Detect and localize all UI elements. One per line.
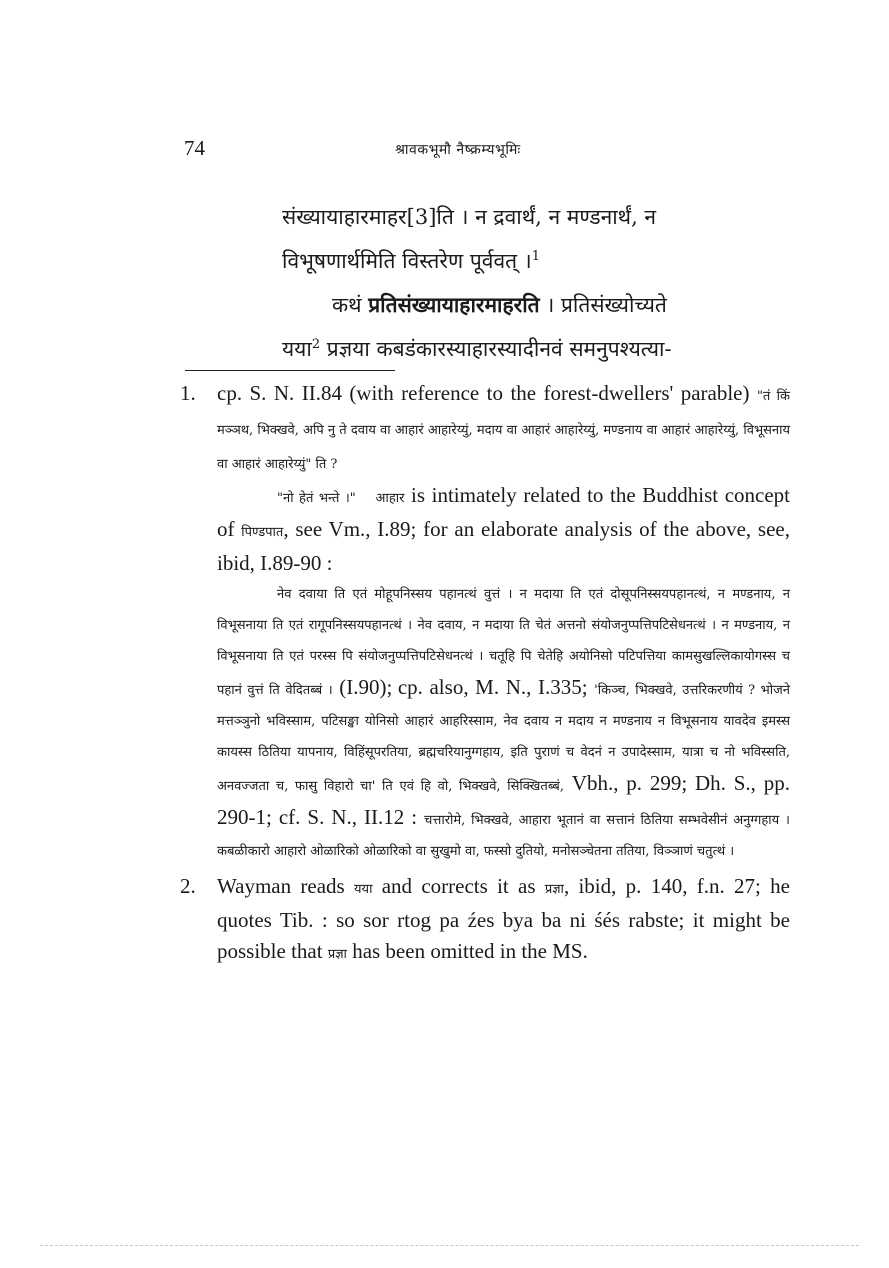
footnote-1-vm-passage	[217, 579, 790, 867]
main-line-2-text: विभूषणार्थमिति विस्तरेण पूर्ववत् ।	[282, 249, 532, 273]
main-text-line-4	[282, 327, 792, 371]
footnote-1-vm-pali: नेव दवाया ति एतं मोहूपनिस्सय पहानत्थं वुत्तं । न मदाया ति एतं दोसूपनिस्सयपहानत्थं, न मण्डनाय, न विभूसनाया ति एतं रागूपनिस्सयपहानत्थं । नेव दवाय, न मदाया ति चेतं अत्तनो संयोजनुप्पत्तिपटिसेधनत्थं । न मण्डनाय, न विभूसनाया ति एतं परस्स पि संयोजनुप्पत्तिपटिसेधनत्थं । चतूहि पि चेतेहि अयोनिसो पटिपत्तिया कामसुखल्लिकायोगस्स च पहानं वुत्तं ति वेदितब्बं ।	[217, 587, 790, 698]
footnote-2-text-d: has been omitted in the MS.	[346, 939, 588, 963]
footnotes	[180, 378, 790, 970]
footnote-1-refs: Vbh., p. 299; Dh. S., pp. 290-1; cf. S. N., II.12 :	[217, 771, 790, 829]
footnote-2-text-b: and corrects it as	[372, 874, 545, 898]
footnote-1-number: 1.	[180, 381, 196, 405]
running-title: श्रावकभूमौ नैष्क्रम्यभूमिः	[395, 142, 521, 158]
footnote-1-quote-pali: "तं किं मञ्ञथ, भिक्खवे, अपि नु ते दवाय वा आहारं आहारेय्युं, मदाय वा आहारं आहारेय्युं, मण्डनाय वा आहारं आहारेय्युं, विभूसनाय वा आहारं आहारेय्युं" ति ?	[217, 389, 790, 472]
main-text-line-1	[282, 195, 792, 239]
footnote-2-text-c: , ibid, p. 140, f.n. 27; he quotes Tib. : so sor rtog pa źes bya ba ni śés rabste; it might be possible that	[217, 874, 790, 963]
footnote-2	[180, 871, 790, 970]
footnote-ref-2: 2	[311, 337, 321, 352]
footnote-1-vm-ref: (I.90);	[332, 675, 393, 699]
footnote-1-body	[217, 480, 790, 579]
footnote-1-intro	[217, 378, 790, 480]
footnote-1-mn-pali: 'किञ्च, भिक्खवे, उत्तरिकरणीयं ? भोजने मत्तञ्ञुनो भविस्साम, पटिसङ्खा योनिसो आहारं आहरिस्साम, नेव दवाय न मदाय न मण्डनाय न विभूसनाय यावदेव इमस्स कायस्स ठितिया यापनाय, विहिंसूपरतिया, ब्रह्मचरियानुग्गहाय, इति पुराणं च वेदनं न उपादेस्साम, यात्रा च नो भविस्सति, अनवज्जता च, फासु विहारो चा' ति एवं हि वो, भिक्खवे, सिक्खितब्बं,	[217, 683, 790, 794]
footnote-2-body	[217, 871, 790, 970]
main-line-1-text: संख्यायाहारमाहर[3]ति । न द्रवार्थं, न मण्डनार्थं, न	[282, 205, 657, 229]
main-line-3-intro: कथं	[332, 293, 362, 317]
footnote-1-word-pindapata: पिण्डपात	[241, 525, 284, 540]
main-line-3-rest: । प्रतिसंख्योच्यते	[546, 293, 667, 317]
footnote-1-reply-pali: "नो हेतं भन्ते ।"	[277, 491, 356, 506]
footnote-1	[180, 378, 790, 867]
footnote-2-word-yaya: यया	[354, 882, 373, 897]
page-bottom-edge	[40, 1245, 859, 1246]
main-line-4-rest: प्रज्ञया कबडंकारस्याहारस्यादीनवं समनुपश्यत्या-	[320, 337, 672, 361]
footnote-ref-1: 1	[531, 249, 541, 264]
main-text	[282, 195, 792, 371]
footnote-1-text-a: is intimately related to the Buddhist concept of	[217, 483, 790, 541]
footnote-1-word-ahara: आहार	[375, 491, 405, 506]
page-number: 74	[184, 136, 205, 160]
main-line-4-start: यया	[282, 337, 312, 361]
footnote-1-text-b: , see Vm., I.89; for an elaborate analysis of the above, see, ibid, I.89-90 :	[217, 517, 790, 575]
footnote-1-sn-pali: चत्तारोमे, भिक्खवे, आहारा भूतानं वा सत्तानं ठितिया सम्भवेसीनं अनुग्गहाय । कबळीकारो आहारो ओळारिको ओळारिको वा सुखुमो वा, फस्सो दुतियो, मनोसञ्चेतना ततिया, विञ्ञाणं चतुत्थं ।	[217, 813, 790, 859]
main-text-line-2	[282, 239, 792, 283]
footnote-1-mn-intro: cp. also, M. N., I.335;	[397, 675, 595, 699]
main-text-line-3	[282, 283, 792, 327]
footnote-2-text-a: Wayman reads	[217, 874, 354, 898]
footnote-2-word-prajna-2: प्रज्ञा	[327, 947, 347, 962]
footnote-separator	[185, 370, 395, 371]
footnote-1-intro-text: cp. S. N. II.84 (with reference to the forest-dwellers' parable)	[217, 381, 750, 405]
main-line-3-bold-term: प्रतिसंख्यायाहारमाहरति	[368, 292, 540, 317]
footnote-2-word-prajna: प्रज्ञा	[544, 882, 564, 897]
footnote-2-number: 2.	[180, 874, 196, 898]
